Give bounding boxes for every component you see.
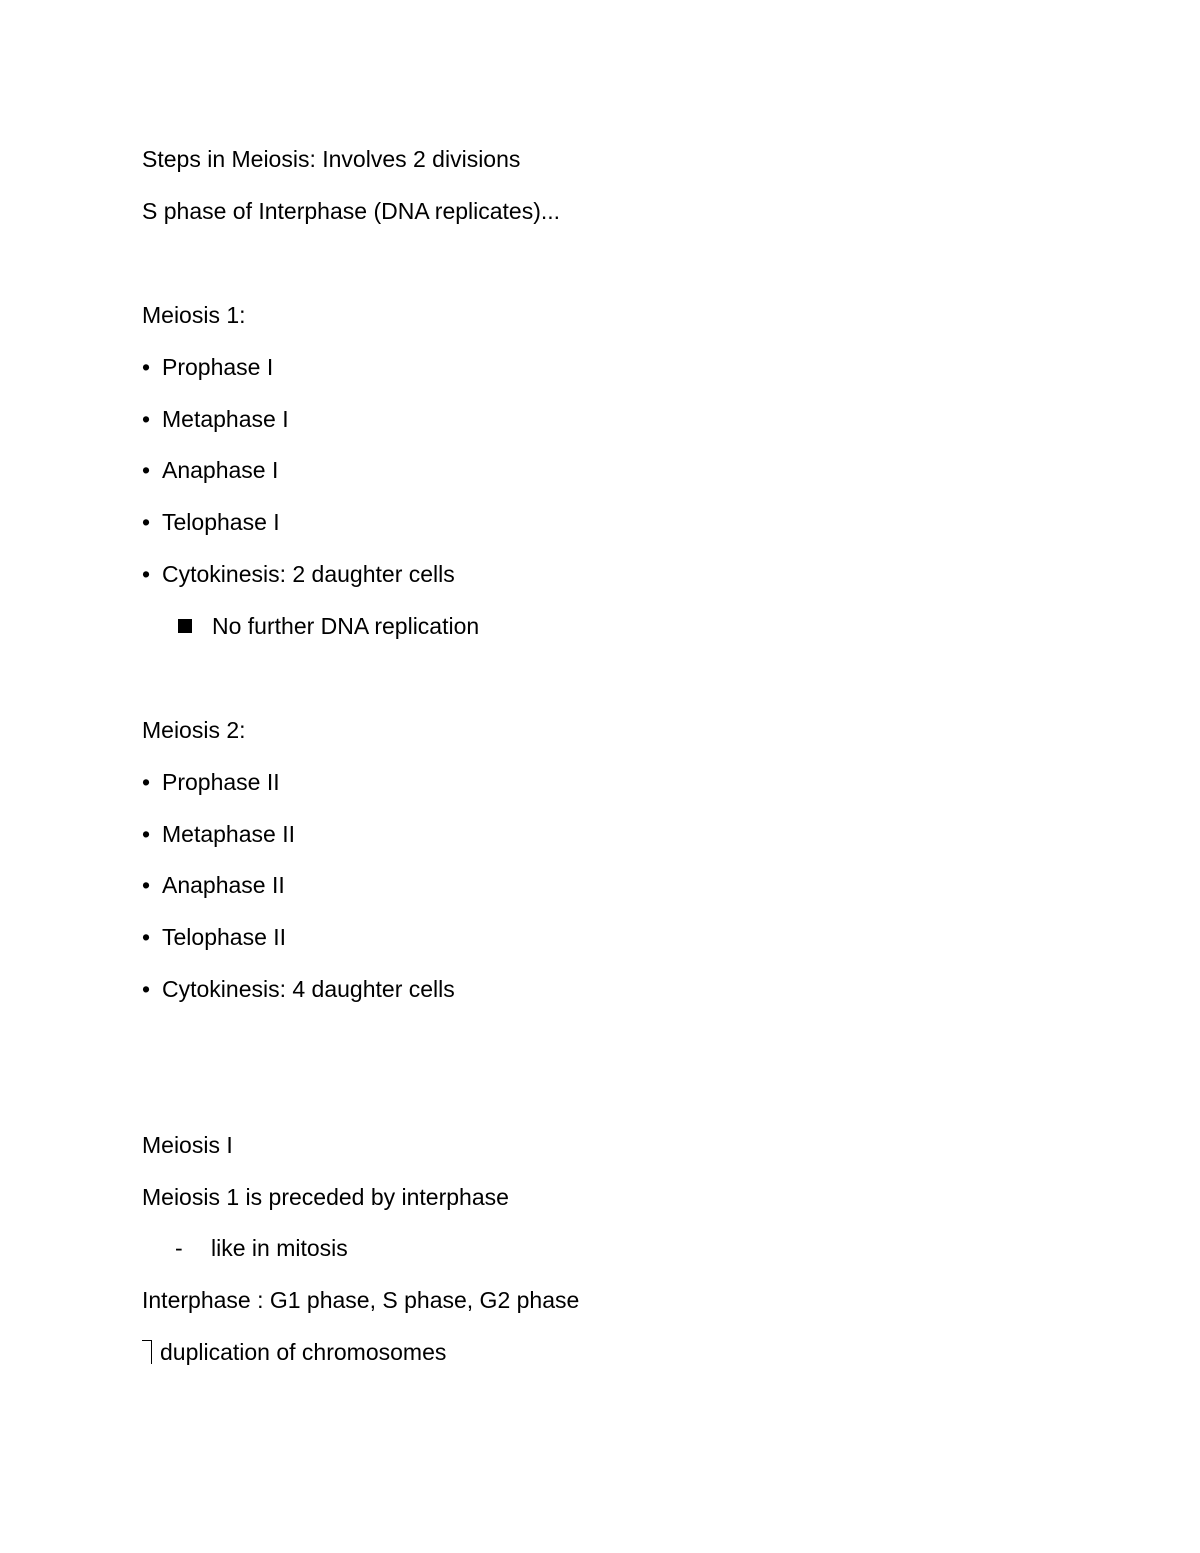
list-item bbox=[142, 508, 280, 536]
list-item-label: Anaphase I bbox=[162, 457, 279, 483]
list-item bbox=[142, 456, 278, 484]
list-item bbox=[142, 975, 455, 1003]
dash-list-item-label: like in mitosis bbox=[211, 1235, 348, 1261]
sub-list-item-label: No further DNA replication bbox=[212, 613, 480, 639]
bullet-icon: • bbox=[142, 769, 151, 795]
bracket-icon bbox=[142, 1340, 152, 1364]
section-title: Meiosis I bbox=[142, 1132, 233, 1158]
bullet-icon: • bbox=[142, 821, 151, 847]
dash-list-item bbox=[175, 1234, 348, 1262]
sub-list-item bbox=[178, 612, 479, 640]
list-item bbox=[142, 871, 285, 899]
list-item bbox=[142, 560, 455, 588]
bullet-icon: • bbox=[142, 354, 151, 380]
list-item-label: Cytokinesis: 4 daughter cells bbox=[162, 976, 455, 1002]
dash-bullet: - bbox=[175, 1235, 183, 1261]
bullet-icon: • bbox=[142, 924, 151, 950]
body-line-text: duplication of chromosomes bbox=[160, 1339, 447, 1365]
list-item bbox=[142, 820, 295, 848]
body-line: Meiosis 1 is preceded by interphase bbox=[142, 1184, 509, 1210]
body-line bbox=[142, 1338, 446, 1366]
bullet-icon: • bbox=[142, 976, 151, 1002]
bullet-icon: • bbox=[142, 406, 151, 432]
square-bullet-icon bbox=[178, 619, 192, 633]
list-item-label: Metaphase II bbox=[162, 821, 295, 847]
bullet-icon: • bbox=[142, 561, 151, 587]
list-item bbox=[142, 405, 289, 433]
list-item-label: Metaphase I bbox=[162, 406, 289, 432]
list-item-label: Telophase II bbox=[162, 924, 287, 950]
bullet-icon: • bbox=[142, 872, 151, 898]
meiosis1-title: Meiosis 1: bbox=[142, 302, 246, 328]
list-item-label: Prophase II bbox=[162, 769, 280, 795]
document-heading: Steps in Meiosis: Involves 2 divisions bbox=[142, 146, 521, 172]
list-item-label: Prophase I bbox=[162, 354, 274, 380]
body-line: Interphase : G1 phase, S phase, G2 phase bbox=[142, 1287, 580, 1313]
list-item-label: Telophase I bbox=[162, 509, 280, 535]
list-item bbox=[142, 768, 280, 796]
intro-line: S phase of Interphase (DNA replicates)... bbox=[142, 198, 561, 224]
list-item bbox=[142, 923, 286, 951]
list-item-label: Cytokinesis: 2 daughter cells bbox=[162, 561, 455, 587]
list-item-label: Anaphase II bbox=[162, 872, 285, 898]
bullet-icon: • bbox=[142, 509, 151, 535]
list-item bbox=[142, 353, 273, 381]
bullet-icon: • bbox=[142, 457, 151, 483]
meiosis2-title: Meiosis 2: bbox=[142, 717, 246, 743]
